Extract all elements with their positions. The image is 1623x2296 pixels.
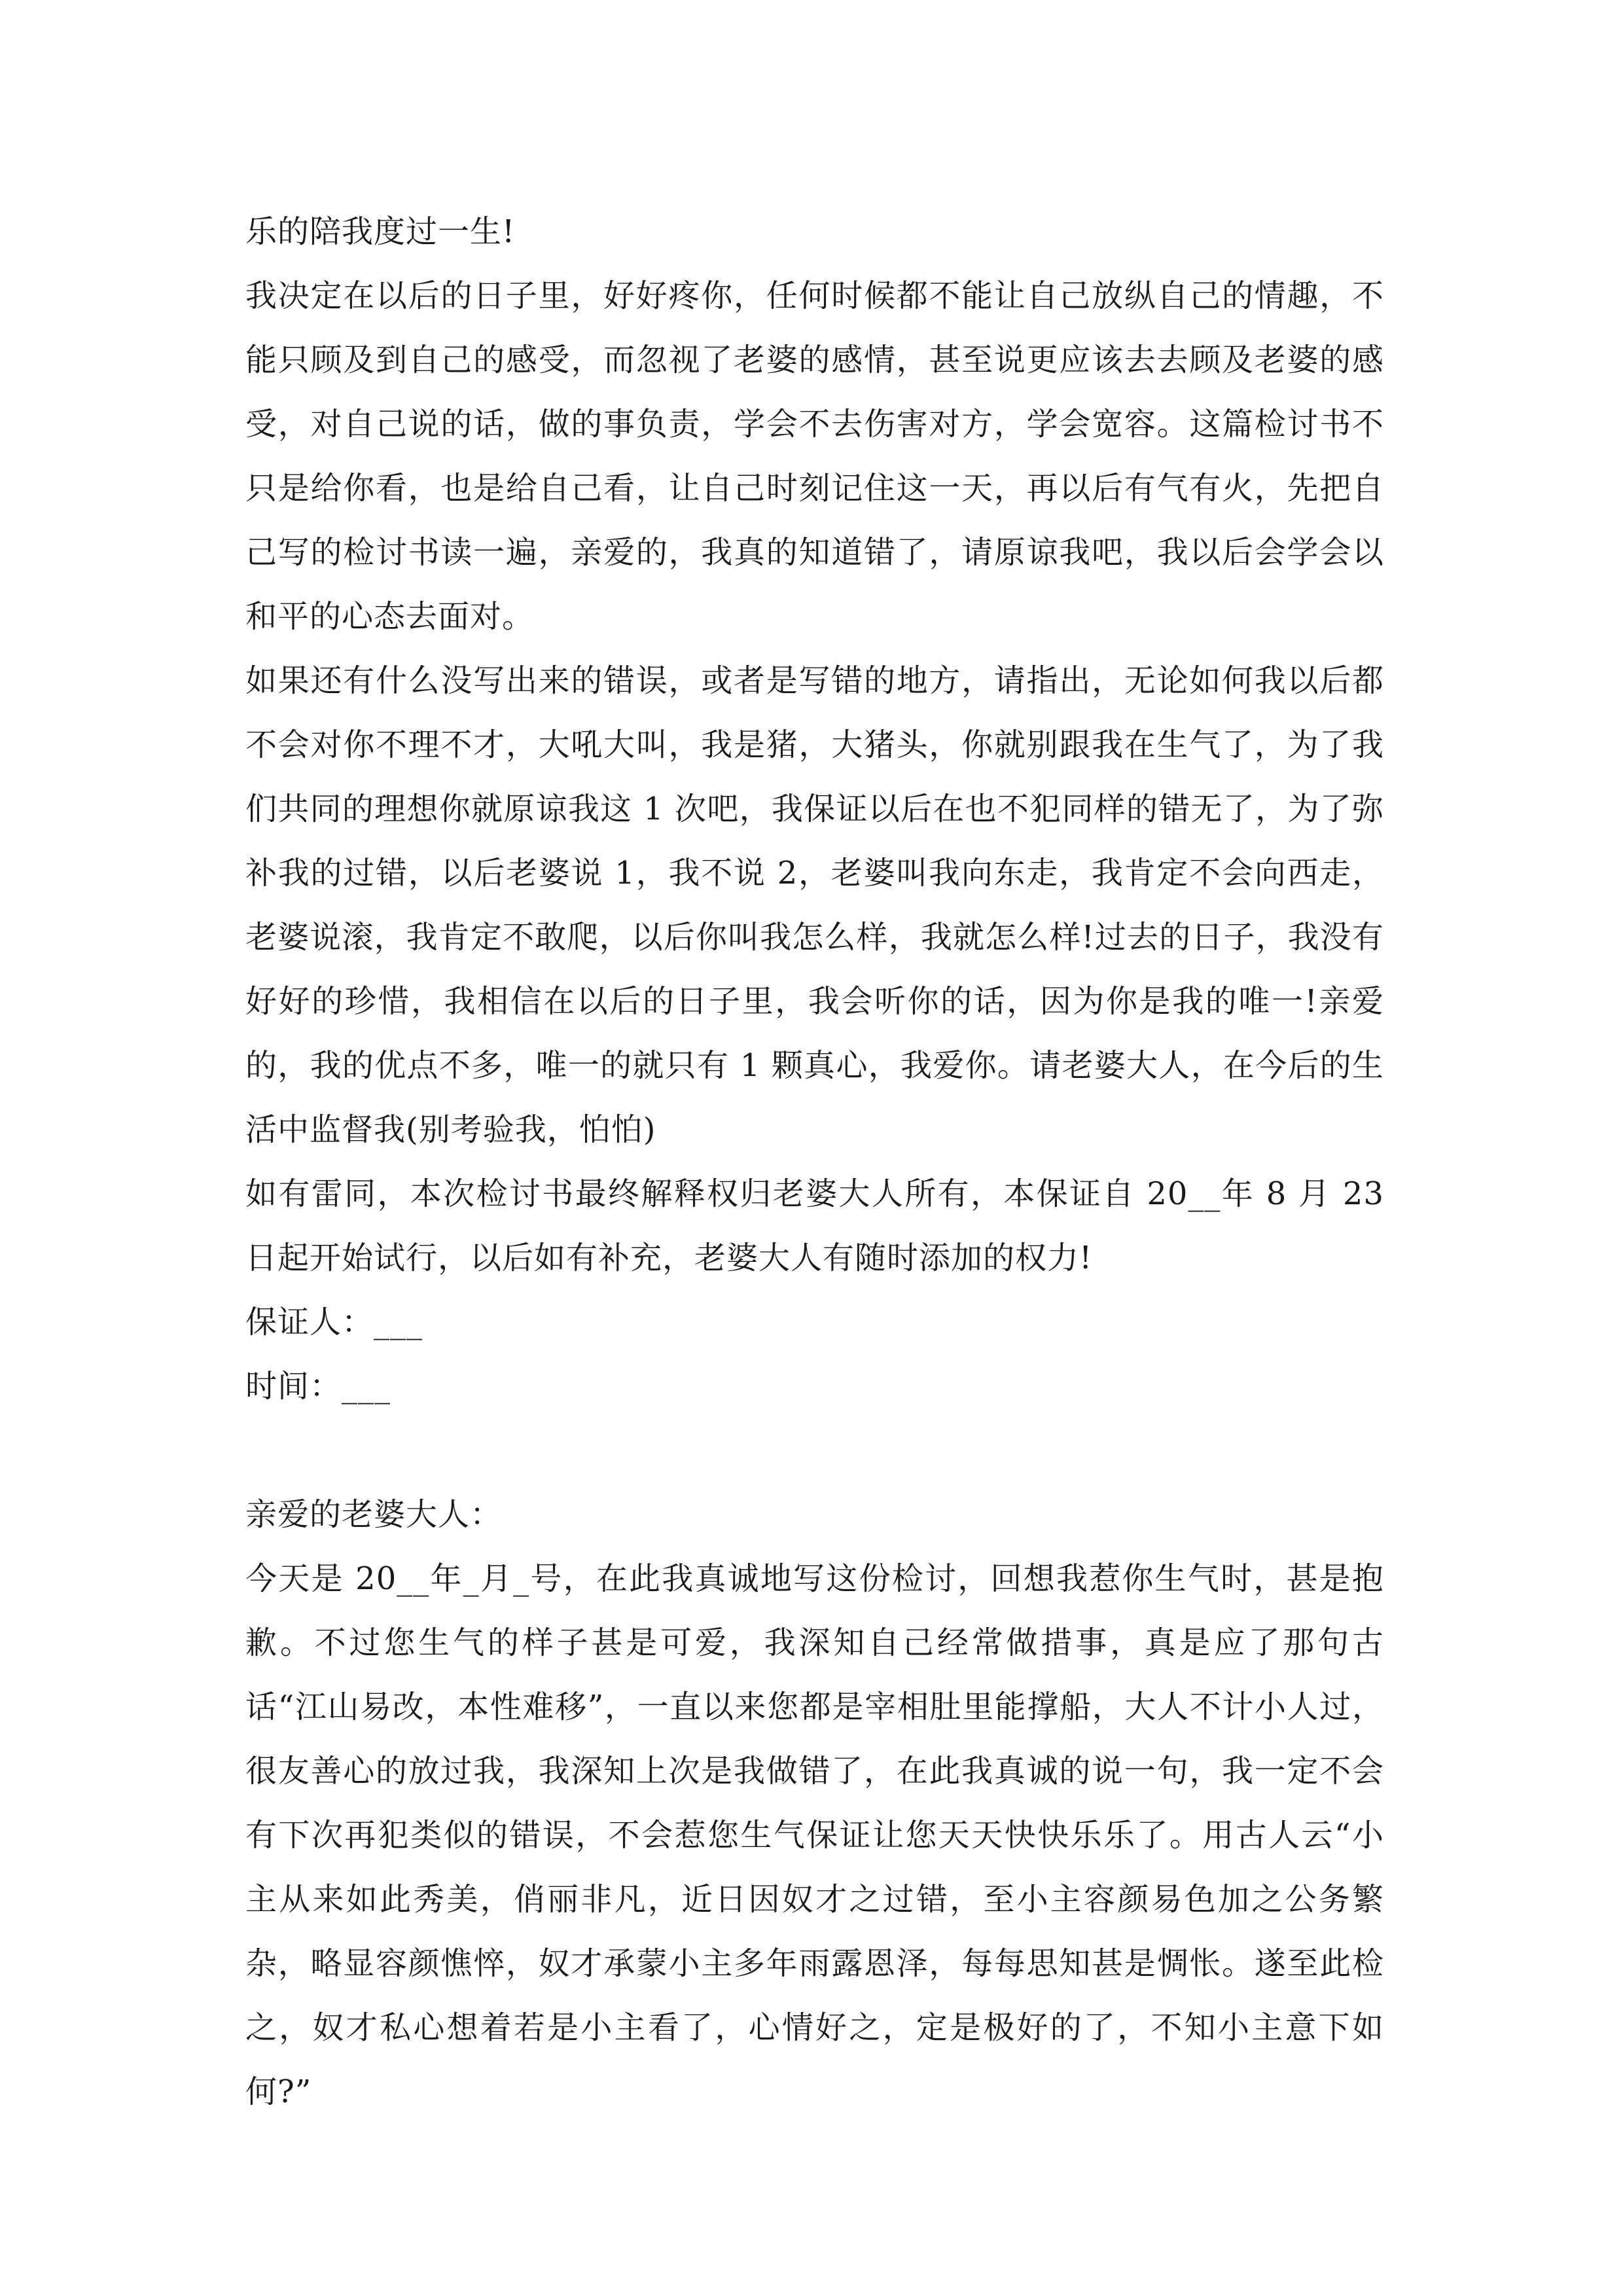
document-body — [245, 200, 1384, 2124]
salutation: 亲爱的老婆大人： — [245, 1496, 503, 1533]
paragraph-promise: 如果还有什么没写出来的错误，或者是写错的地方，请指出，无论如何我以后都不会对你不理不才，大吼大叫，我是猪，大猪头，你就别跟我在生气了，为了我们共同的理想你就原谅我这 1 次吧，我保证以后在也不犯同样的错无了，为了弥补我的过错，以后老婆说 1，我不说 2，老婆叫我向东走，我肯定不会向西走，老婆说滚，我肯定不敢爬，以后你叫我怎么样，我就怎么样!过去的日子，我没有好好的珍惜，我相信在以后的日子里，我会听你的话，因为你是我的唯一!亲爱的，我的优点不多，唯一的就只有 1 颗真心，我爱你。请老婆大人，在今后的生活中监督我(别考验我，怕怕) — [245, 662, 1384, 1148]
time-line: 时间：___ — [245, 1368, 391, 1405]
guarantor-line: 保证人：___ — [245, 1304, 423, 1340]
paragraph-resolution: 我决定在以后的日子里，好好疼你，任何时候都不能让自己放纵自己的情趣，不能只顾及到自己的感受，而忽视了老婆的感情，甚至说更应该去去顾及老婆的感受，对自己说的话，做的事负责，学会不去伤害对方，学会宽容。这篇检讨书不只是给你看，也是给自己看，让自己时刻记住这一天，再以后有气有火，先把自己写的检讨书读一遍，亲爱的，我真的知道错了，请原谅我吧，我以后会学会以和平的心态去面对。 — [245, 278, 1384, 635]
paragraph-disclaimer: 如有雷同，本次检讨书最终解释权归老婆大人所有，本保证自 20__年 8 月 23 日起开始试行，以后如有补充，老婆大人有随时添加的权力! — [245, 1175, 1384, 1276]
paragraph-opening-line: 乐的陪我度过一生! — [245, 213, 516, 250]
section-gap — [245, 1418, 1384, 1482]
paragraph-apology: 今天是 20__年_月_号，在此我真诚地写这份检讨，回想我惹你生气时，甚是抱歉。不过您生气的样子甚是可爱，我深知自己经常做措事，真是应了那句古话“江山易改，本性难移”，一直以来您都是宰相肚里能撑船，大人不计小人过，很友善心的放过我，我深知上次是我做错了，在此我真诚的说一句，我一定不会有下次再犯类似的错误，不会惹您生气保证让您天天快快乐乐了。用古人云“小主从来如此秀美，俏丽非凡，近日因奴才之过错，至小主容颜易色加之公务繁杂，略显容颜憔悴，奴才承蒙小主多年雨露恩泽，每每思知甚是惆怅。遂至此检之，奴才私心想着若是小主看了，心情好之，定是极好的了，不知小主意下如何?” — [245, 1560, 1384, 2110]
